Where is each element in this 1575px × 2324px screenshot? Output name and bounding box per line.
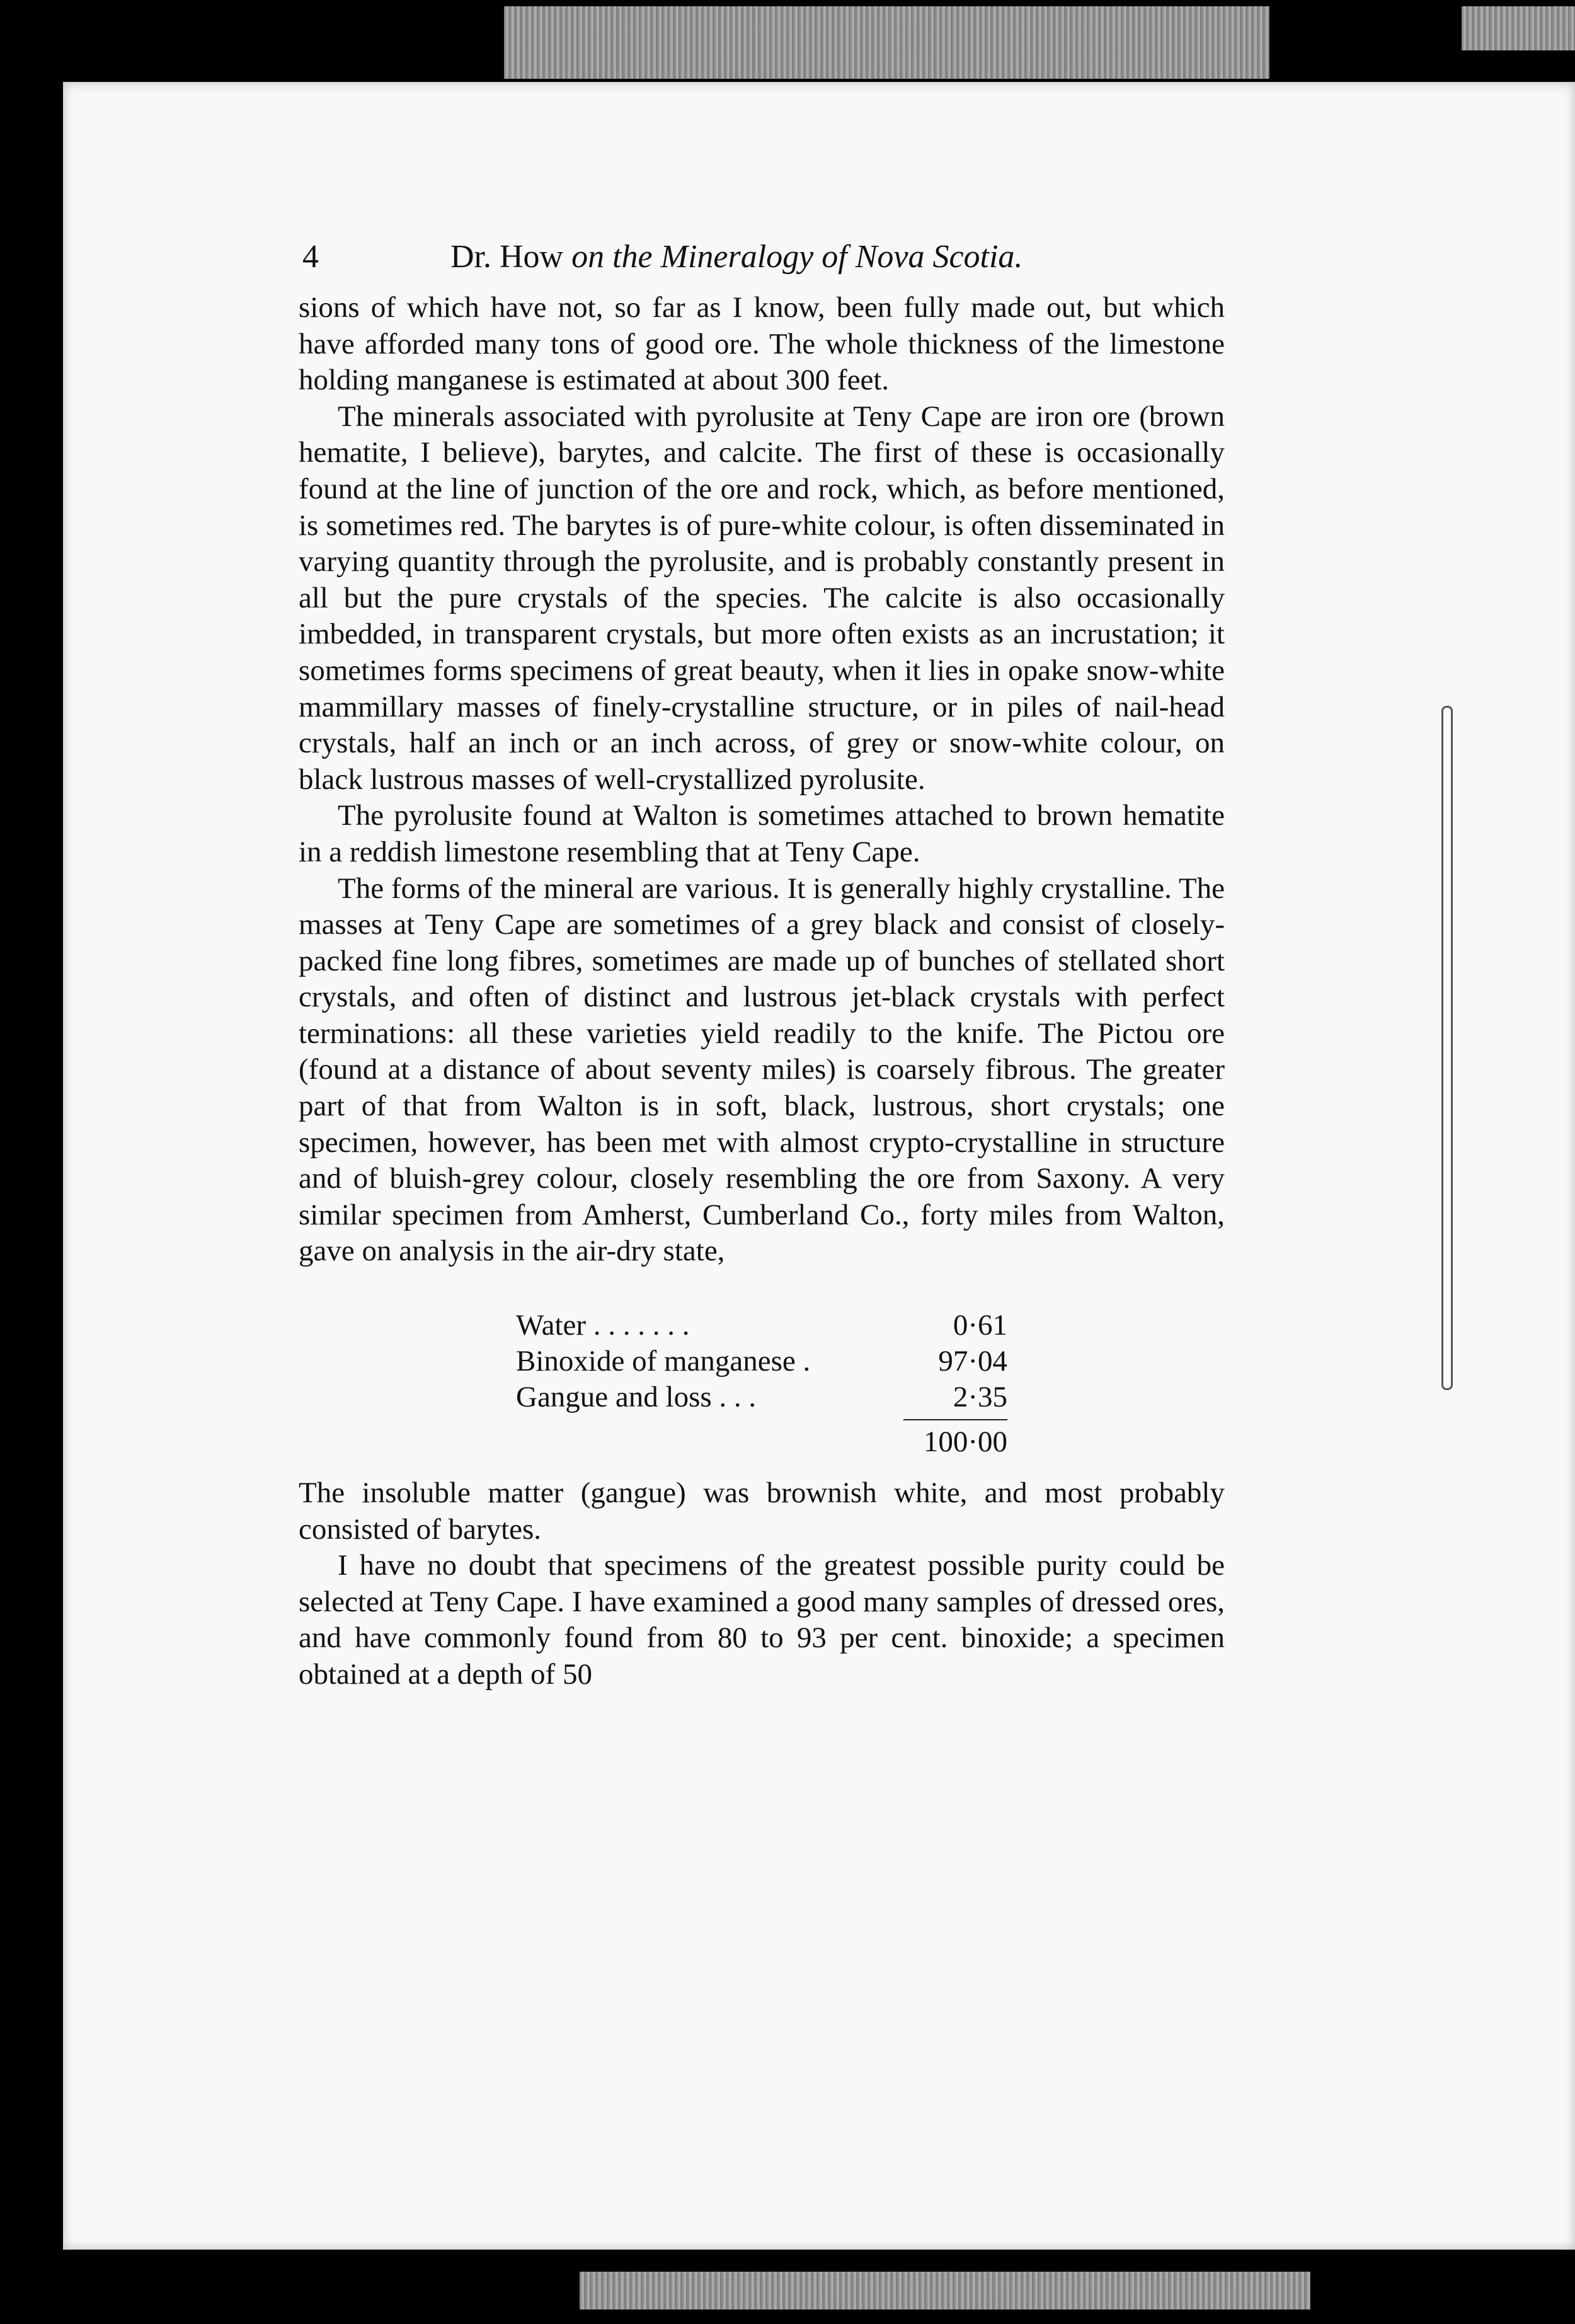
analysis-value: 0·61 [953, 1309, 1007, 1342]
page-edge-mark [1441, 706, 1453, 1390]
scan-top-strip [504, 6, 1269, 79]
header-title-rest: on the Mineralogy of Nova Scotia. [571, 239, 1023, 275]
analysis-total: 100·00 [903, 1419, 1007, 1460]
scan-bottom-strip [580, 2272, 1310, 2310]
analysis-row [516, 1343, 1007, 1379]
header-title [450, 234, 1022, 280]
analysis-row [516, 1308, 1007, 1343]
body-text [299, 290, 1225, 1693]
paragraph: I have no doubt that specimens of the greatest possible purity could be selected at Teny Cape. I have examined a good many samples of dressed ores, and have commonly found from 80 to 93 per cent. binoxide; a specimen obtained at a depth of 50 [299, 1549, 1225, 1691]
analysis-label: Gangue and loss . . . [516, 1381, 757, 1414]
analysis-value: 2·35 [953, 1381, 1007, 1414]
paragraph: The forms of the mineral are various. It is generally highly crystalline. The masses at Teny Cape are sometimes of a grey black and consist of closely-packed fine long fibres, sometimes are made up of bunches of stellated short crystals, and often of distinct and lustrous jet-black crystals with perfect terminations: all these varieties yield readily to the knife. The Pictou ore (found at a distance of about seventy miles) is coarsely fibrous. The greater part of that from Walton is in soft, black, lustrous, short crystals; one specimen, however, has been met with almost crypto-crystalline in structure and of bluish-grey colour, closely resembling the ore from Saxony. A very similar specimen from Amherst, Cumberland Co., forty miles from Walton, gave on analysis in the air-dry state, [299, 872, 1225, 1268]
analysis-label: Binoxide of manganese . [516, 1345, 811, 1378]
scan-top-strip-right [1462, 6, 1575, 50]
paragraph: The pyrolusite found at Walton is sometimes attached to brown hematite in a reddish limestone resembling that at Teny Cape. [299, 799, 1225, 868]
paragraph: The insoluble matter (gangue) was brownish white, and most probably consisted of barytes. [299, 1476, 1225, 1546]
header-author: Dr. How [450, 239, 564, 275]
analysis-total-row [516, 1415, 1007, 1460]
analysis-row [516, 1379, 1007, 1415]
paragraph-continued: sions of which have not, so far as I know, been fully made out, but which have afforded many tons of good ore. The whole thickness of the limestone holding manganese is estimated at about 300 feet. [299, 291, 1225, 397]
running-header [302, 234, 1222, 280]
analysis-table [516, 1308, 1007, 1460]
page-number: 4 [302, 239, 319, 275]
analysis-label: Water . . . . . . . [516, 1309, 690, 1342]
paragraph: The minerals associated with pyrolusite at Teny Cape are iron ore (brown hematite, I believe), barytes, and calcite. The first of these is occasionally found at the line of junction of the ore and rock, which, as before mentioned, is sometimes red. The barytes is of pure-white colour, is often disseminated in varying quantity through the pyrolusite, and is probably constantly present in all but the pure crystals of the species. The calcite is also occasionally imbedded, in transparent crystals, but more often exists as an incrustation; it sometimes forms specimens of great beauty, when it lies in opake snow-white mammillary masses of finely-crystalline structure, or in piles of nail-head crystals, half an inch or an inch across, of grey or snow-white colour, on black lustrous masses of well-crystallized pyrolusite. [299, 400, 1225, 796]
analysis-value: 97·04 [938, 1345, 1007, 1378]
